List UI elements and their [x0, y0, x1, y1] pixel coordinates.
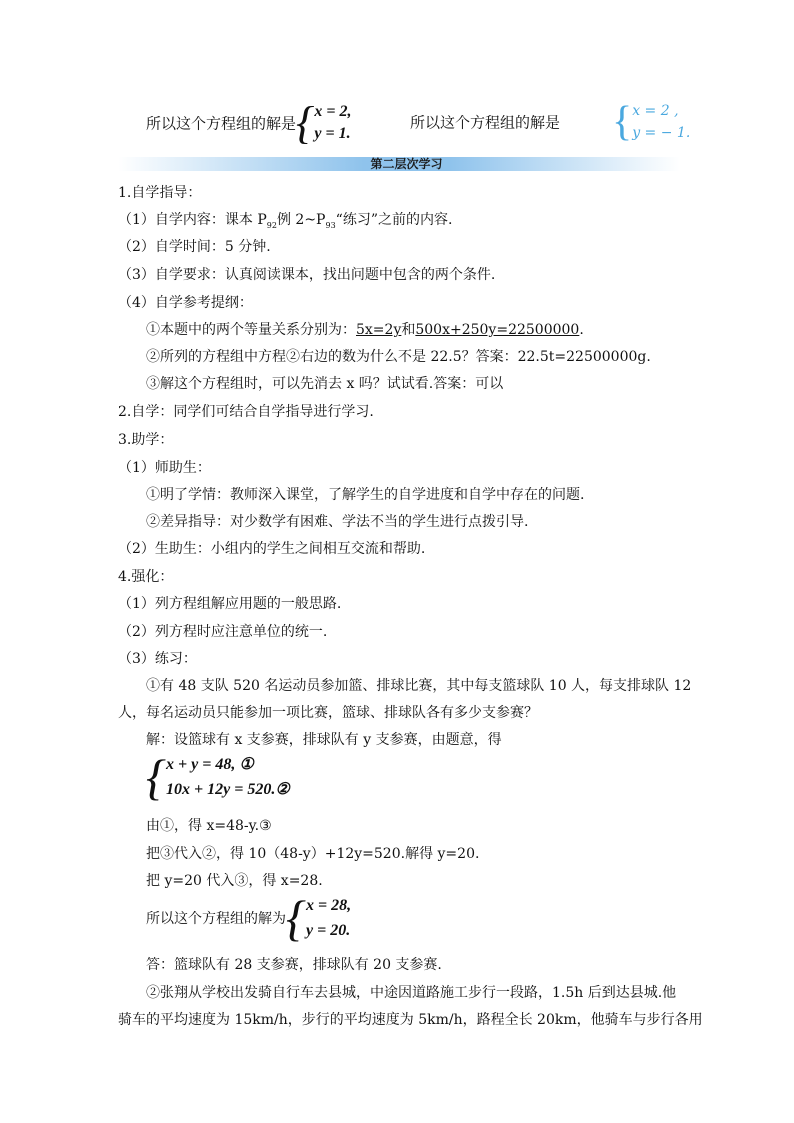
line-solution-setup: 解：设篮球有 x 支参赛，排球队有 y 支参赛，由题意，得	[146, 732, 502, 748]
line-problem-1a: ①有 48 支队 520 名运动员参加篮、排球比赛，其中每支篮球队 10 人，每支排球队 12	[146, 678, 692, 694]
line-self-study: 2.自学：同学们可结合自学指导进行学习.	[118, 404, 374, 420]
system2-eq2: 10x + 12y = 520.②	[166, 781, 290, 798]
line-reinforce-1: （1）列方程组解应用题的一般思路.	[118, 596, 342, 612]
line-from-eq1: 由①，得 x=48-y.③	[146, 818, 272, 834]
line-reinforce: 4.强化：	[118, 569, 174, 585]
brace-icon: {	[612, 99, 633, 145]
equation-system-2	[146, 749, 290, 805]
top-right-prefix: 所以这个方程组的解是	[410, 113, 561, 132]
line-outline-1: ①本题中的两个等量关系分别为：5x=2y和500x+250y=22500000.	[146, 322, 584, 338]
line-outline-3: ③解这个方程组时，可以先消去 x 吗？试试看.答案：可以	[146, 376, 504, 392]
line-problem-2b: 骑车的平均速度为 15km/h，步行的平均速度为 5km/h，路程全长 20km，他骑车与步行各用	[118, 1012, 703, 1028]
line-teacher-help: （1）师助生：	[118, 460, 211, 476]
line-substitute-y: 把 y=20 代入③，得 x=28.	[146, 873, 323, 889]
brace-icon: {	[296, 97, 315, 148]
line-peer-help: （2）生助生：小组内的学生之间相互交流和帮助.	[118, 541, 426, 557]
brace-icon: {	[286, 890, 306, 946]
line-reinforce-2: （2）列方程时应注意单位的统一.	[118, 624, 328, 640]
top-left-system	[296, 97, 352, 148]
line-problem-1b: 人，每名运动员只能参加一项比赛，篮球、排球队各有多少支参赛？	[118, 705, 538, 721]
answer-equation-1: 5x=2y	[356, 322, 402, 338]
line-assist: 3.助学：	[118, 432, 174, 448]
line-study-requirement: （3）自学要求：认真阅读课本，找出问题中包含的两个条件.	[118, 267, 496, 283]
section-banner	[118, 157, 680, 171]
system3-eq1: x = 28,	[306, 897, 352, 914]
line-answer: 答：篮球队有 28 支参赛，排球队有 20 支参赛.	[146, 957, 442, 973]
top-right-eq1: x = 2 ,	[632, 103, 679, 119]
line-final-solution: 所以这个方程组的解为 { x = 28, y = 20.	[146, 890, 352, 946]
line-substitute: 把③代入②，得 10（48-y）+12y=520.解得 y=20.	[146, 846, 480, 862]
answer-equation-2: 500x+250y=22500000	[415, 322, 580, 338]
line-problem-2a: ②张翔从学校出发骑自行车去县城，中途因道路施工步行一段路，1.5h 后到达县城.他	[146, 985, 677, 1001]
top-left-solution	[146, 97, 352, 148]
top-left-eq2: y = 1.	[314, 125, 351, 142]
top-left-eq1: x = 2,	[314, 103, 352, 120]
line-outline-2: ②所列的方程组中方程②右边的数为什么不是 22.5？答案：22.5t=22500000g.	[146, 349, 651, 365]
system3-eq2: y = 20.	[306, 922, 351, 939]
line-reference-outline: （4）自学参考提纲：	[118, 295, 253, 311]
top-right-system	[612, 100, 690, 144]
top-right-solution	[410, 100, 690, 144]
top-right-eq2: y = − 1.	[632, 125, 691, 141]
line-self-study-guide: 1.自学指导：	[118, 185, 202, 201]
top-left-prefix: 所以这个方程组的解是	[146, 114, 297, 133]
line-teacher-help-2: ②差异指导：对少数学有困难、学法不当的学生进行点拨引导.	[146, 514, 529, 530]
brace-icon: {	[146, 749, 166, 805]
line-practice: （3）练习：	[118, 651, 197, 667]
system2-eq1: x + y = 48, ①	[166, 756, 254, 773]
line-study-content: （1）自学内容：课本 $P_{92}$例 $2\sim P_{93}“$练习”之前的内容.	[118, 212, 453, 230]
line-teacher-help-1: ①明了学情：教师深入课堂，了解学生的自学进度和自学中存在的问题.	[146, 487, 585, 503]
line-study-time: （2）自学时间：5 分钟.	[118, 239, 271, 255]
section-banner-label: 第二层次学习	[363, 157, 450, 171]
